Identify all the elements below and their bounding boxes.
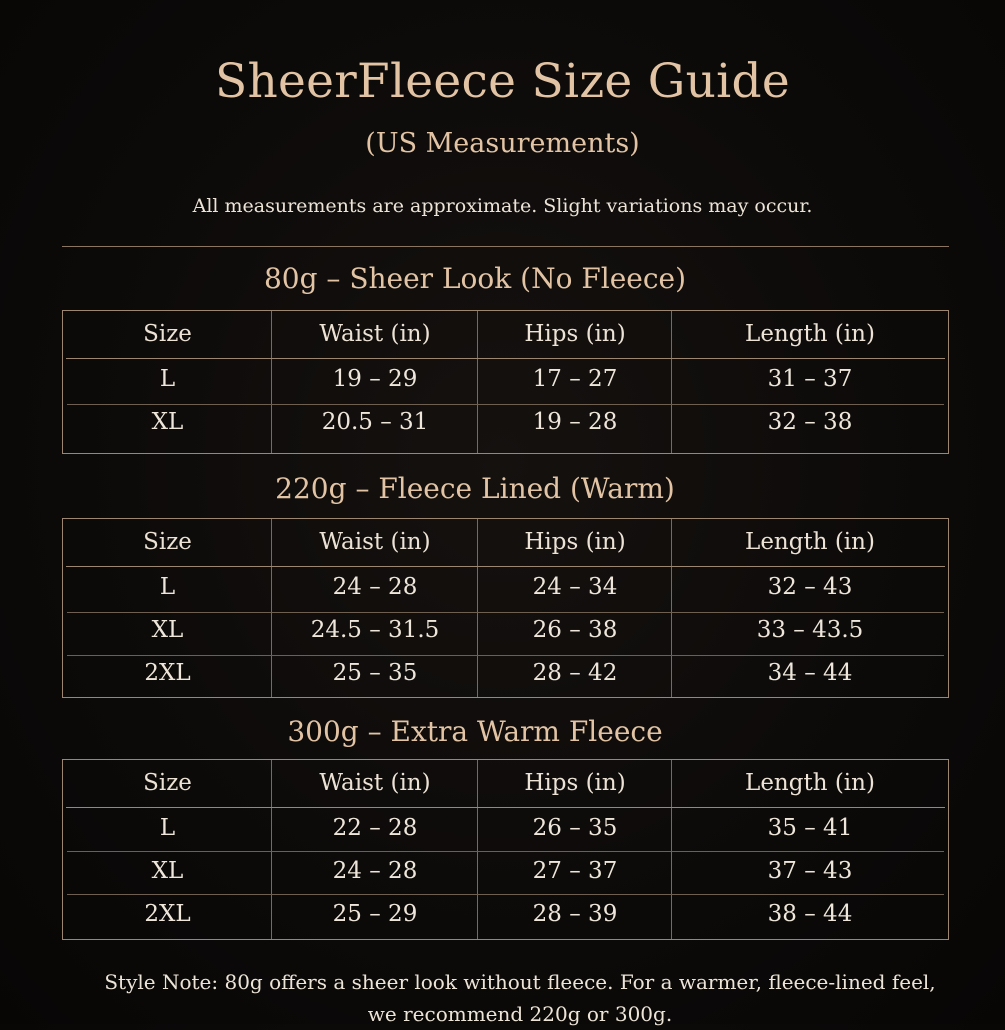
cell-size: L xyxy=(159,574,176,600)
cell-size: L xyxy=(159,366,176,392)
cell-waist: 24 – 28 xyxy=(332,574,418,600)
cell-hips: 17 – 27 xyxy=(532,366,618,392)
cell-size: XL xyxy=(151,858,184,884)
table-row xyxy=(63,893,948,936)
section-heading-300g: 300g – Extra Warm Fleece xyxy=(287,715,663,748)
cell-waist: 19 – 29 xyxy=(332,366,418,392)
column-header-waist: Waist (in) xyxy=(319,321,431,347)
table-row xyxy=(63,566,948,609)
table-row xyxy=(63,807,948,850)
style-note-line: we recommend 220g or 300g. xyxy=(367,1002,673,1026)
table-row xyxy=(63,850,948,893)
cell-hips: 27 – 37 xyxy=(532,858,618,884)
column-header-waist: Waist (in) xyxy=(319,770,431,796)
table-header-row xyxy=(63,760,948,807)
section-heading-220g: 220g – Fleece Lined (Warm) xyxy=(275,472,675,505)
cell-length: 34 – 44 xyxy=(767,660,853,686)
cell-length: 37 – 43 xyxy=(767,858,853,884)
cell-length: 32 – 38 xyxy=(767,409,853,435)
table-row xyxy=(63,358,948,401)
column-header-waist: Waist (in) xyxy=(319,529,431,555)
column-header-hips: Hips (in) xyxy=(524,770,626,796)
cell-length: 33 – 43.5 xyxy=(756,617,864,643)
cell-size: XL xyxy=(151,409,184,435)
cell-waist: 24 – 28 xyxy=(332,858,418,884)
style-note-line: Style Note: 80g offers a sheer look without fleece. For a warmer, fleece-lined feel, xyxy=(104,970,936,994)
style-note xyxy=(0,966,1005,1030)
header-divider xyxy=(62,246,949,247)
cell-hips: 26 – 38 xyxy=(532,617,618,643)
table-row xyxy=(63,652,948,695)
column-header-length: Length (in) xyxy=(745,529,875,555)
disclaimer-text: All measurements are approximate. Slight variations may occur. xyxy=(192,195,813,217)
cell-length: 38 – 44 xyxy=(767,901,853,927)
column-header-length: Length (in) xyxy=(745,770,875,796)
table-row xyxy=(63,609,948,652)
section-heading-80g: 80g – Sheer Look (No Fleece) xyxy=(263,262,687,295)
cell-length: 31 – 37 xyxy=(767,366,853,392)
cell-waist: 25 – 29 xyxy=(332,901,418,927)
cell-hips: 28 – 39 xyxy=(532,901,618,927)
cell-waist: 24.5 – 31.5 xyxy=(310,617,440,643)
size-table-300g xyxy=(62,759,949,940)
cell-size: 2XL xyxy=(144,660,191,686)
cell-size: 2XL xyxy=(144,901,191,927)
cell-hips: 26 – 35 xyxy=(532,815,618,841)
cell-waist: 20.5 – 31 xyxy=(321,409,429,435)
cell-length: 32 – 43 xyxy=(767,574,853,600)
column-header-hips: Hips (in) xyxy=(524,529,626,555)
cell-hips: 28 – 42 xyxy=(532,660,618,686)
cell-waist: 25 – 35 xyxy=(332,660,418,686)
page-subtitle: (US Measurements) xyxy=(365,128,640,159)
table-header-row xyxy=(63,519,948,566)
table-header-row xyxy=(63,311,948,358)
page-title: SheerFleece Size Guide xyxy=(214,54,790,109)
cell-length: 35 – 41 xyxy=(767,815,853,841)
column-header-size: Size xyxy=(143,321,192,347)
size-table-80g xyxy=(62,310,949,454)
cell-hips: 24 – 34 xyxy=(532,574,618,600)
table-row xyxy=(63,401,948,444)
column-header-size: Size xyxy=(143,770,192,796)
cell-hips: 19 – 28 xyxy=(532,409,618,435)
column-header-hips: Hips (in) xyxy=(524,321,626,347)
column-header-size: Size xyxy=(143,529,192,555)
cell-size: L xyxy=(159,815,176,841)
cell-size: XL xyxy=(151,617,184,643)
cell-waist: 22 – 28 xyxy=(332,815,418,841)
column-header-length: Length (in) xyxy=(745,321,875,347)
size-table-220g xyxy=(62,518,949,698)
